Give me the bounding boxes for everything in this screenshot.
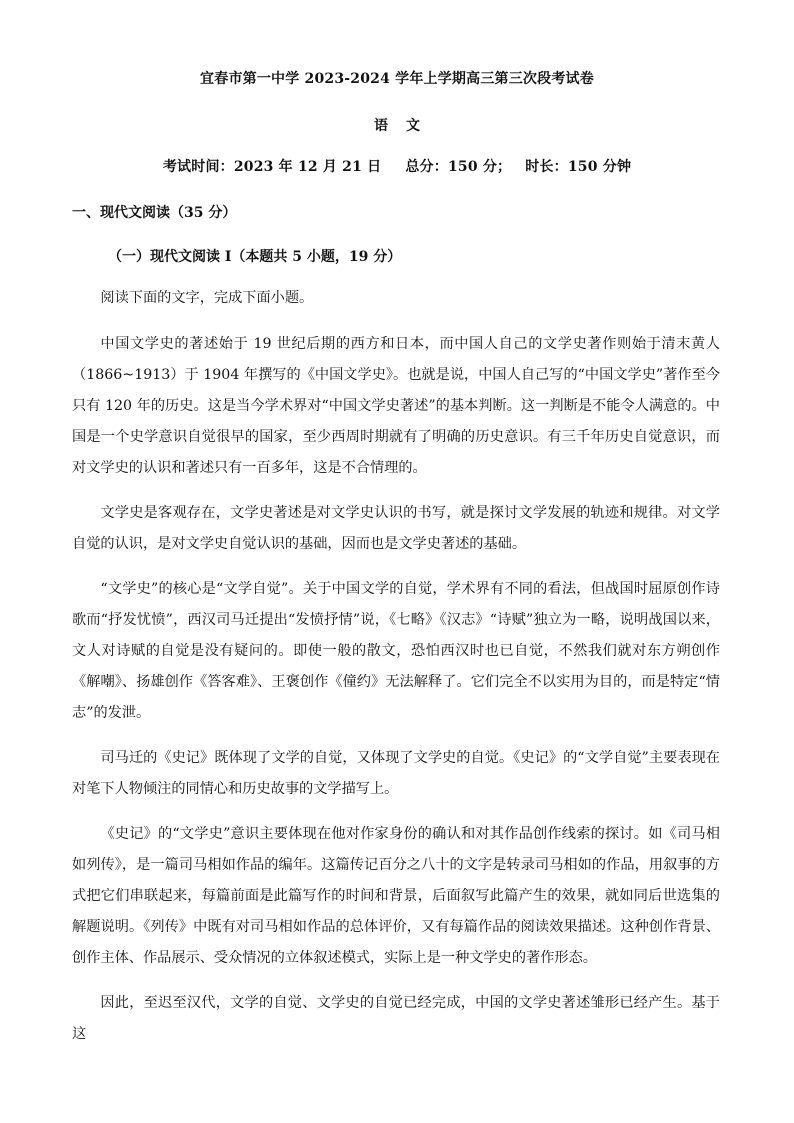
passage-paragraph-1: 中国文学史的著述始于 19 世纪后期的西方和日本，而中国人自己的文学史著作则始于清末黄人（1866~1913）于 1904 年撰写的《中国文学史》。也就是说，中国人自己写的“中国文学史”著作至今只有 120 年的历史。这是当今学术界对“中国文学史著述”的基本判断。这一判断是不能令人满意的。中国是一个史学意识自觉很早的国家，至少西周时期就有了明确的历史意识。有三千年历史自觉意识，而对文学史的认识和著述只有一百多年，这是不合情理的。 (72, 336, 720, 476)
passage-paragraph-5: 《史记》的“文学史”意识主要体现在他对作家身份的确认和对其作品创作线索的探讨。如《司马相如列传》，是一篇司马相如作品的编年。这篇传记百分之八十的文字是转录司马相如的作品，用叙事的方式把它们串联起来，每篇前面是此篇写作的时间和背景，后面叙写此篇产生的效果，就如同后世选集的解题说明。《列传》中既有对司马相如作品的总体评价，又有每篇作品的阅读效果描述。这种创作背景、创作主体、作品展示、受众情况的立体叙述模式，实际上是一种文学史的著作形态。 (72, 826, 720, 966)
total-score: 总分：150 分； (405, 159, 512, 175)
passage-paragraph-4: 司马迁的《史记》既体现了文学的自觉，又体现了文学史的自觉。《史记》的“文学自觉”主要表现在对笔下人物倾注的同情心和历史故事的文学描写上。 (72, 750, 720, 797)
passage-paragraph-2: 文学史是客观存在，文学史著述是对文学史认识的书写，就是探讨文学发展的轨迹和规律。对文学自觉的认识，是对文学史自觉认识的基础，因而也是文学史著述的基础。 (72, 505, 720, 552)
instruction-paragraph: 阅读下面的文字，完成下面小题。 (100, 290, 314, 306)
subject-title: 语文 (374, 118, 438, 134)
exam-time: 考试时间：2023 年 12 月 21 日 (162, 159, 382, 175)
exam-info-line (0, 156, 794, 176)
exam-title: 宜春市第一中学 2023-2024 学年上学期高三第三次段考试卷 (200, 71, 594, 87)
duration: 时长：150 分钟 (525, 159, 632, 175)
section-heading: 一、现代文阅读（35 分） (72, 205, 237, 221)
subsection-heading: （一）现代文阅读 I（本题共 5 小题，19 分） (108, 249, 402, 265)
passage-paragraph-3: “文学史”的核心是“文学自觉”。关于中国文学的自觉，学术界有不同的看法，但战国时屈原创作诗歌而“抒发忧愤”，西汉司马迁提出“发愤抒情”说，《七略》《汉志》“诗赋”独立为一略，说明战国以来，文人对诗赋的自觉是没有疑问的。即使一般的散文，恐怕西汉时也已自觉，不然我们就对东方朔创作《解嘲》、扬雄创作《答客难》、王褒创作《僮约》无法解释了。它们完全不以实用为目的，而是特定“情志”的发泄。 (72, 581, 720, 721)
passage-paragraph-6: 因此，至迟至汉代，文学的自觉、文学史的自觉已经完成，中国的文学史著述雏形已经产生。基于这 (72, 995, 720, 1042)
